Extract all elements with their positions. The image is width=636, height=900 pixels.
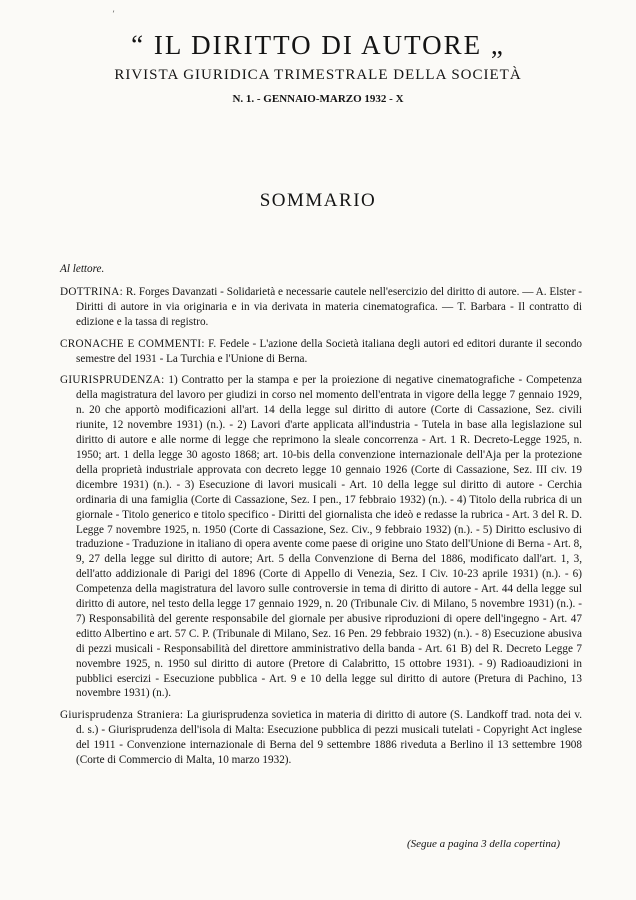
entry-label: DOTTRINA: <box>60 285 123 298</box>
summary-entry-giurisprudenza <box>60 373 582 701</box>
entry-label: CRONACHE E COMMENTI: <box>60 337 205 350</box>
entry-text: 1) Contratto per la stampa e per la proiezione di negative cinematografiche - Competenza della magistratura del lavoro per giudizi in corso nel momento dell'entrata in vigore della legge 7 gennaio 1929, n. 20 che apportò modificazioni all'art. 14 della legge sul diritto di autore (Corte di Cassazione, Sez. civili riunite, 12 novembre 1931) (n.). - 2) Lavori d'arte applicata all'industria - Tutela in base alla legislazione sul diritto di autore e alle norme di legge che reprimono la sleale concorrenza - Art. 1 R. Decreto-Legge 1925, n. 1950; art. 1 della legge 30 agosto 1868; art. 10-bis della convenzione internazionale dell'Aja per la protezione della proprietà industriale approvata con decreto legge 10 gennaio 1926 (Corte di Cassazione, Sez. III civ. 19 dicembre 1931) (n.). - 3) Esecuzione di lavori musicali - Art. 10 della legge sul diritto di autore - Cerchia ordinaria di una famiglia (Corte di Cassazione, Sez. I pen., 17 febbraio 1932) (n.). - 4) Titolo della rubrica di un giornale - Titolo generico e titolo specifico - Diritti del giornalista che ideò e redasse la rubrica - Art. 3 del R. D. Legge 7 novembre 1925, n. 1950 (Corte di Cassazione, Sez. Civ., 9 febbraio 1932) (n.). - 5) Diritto esclusivo di traduzione - Traduzione in italiano di opera avente come paese di origine uno Stato dell'Unione di Berna - Art. 8, 9, 27 della legge sul diritto di autore; Art. 5 della Convenzione di Berna del 1886, modificato dall'art. 1, 3, dell'atto addizionale di Parigi del 1896 (Corte di Appello di Venezia, Sez. I Civ. 10-23 aprile 1931) (n.). - 6) Competenza della magistratura del lavoro sulle controversie in tema di diritto di autore - Art. 44 della legge sul diritto di autore, nel testo della legge 17 gennaio 1929, n. 20 (Tribunale Civ. di Milano, 5 novembre 1931) (n.). - 7) Responsabilità del gerente responsabile del giornale per abusive riproduzioni di opere dell'ingegno - Art. 47 editto Albertino e art. 57 C. P. (Tribunale di Milano, Sez. 16 Pen. 29 febbraio 1932) (n.). - 8) Esecuzione abusiva di pezzi musicali - Responsabilità del direttore amministrativo della banda - Art. 61 B) del R. Decreto Legge 7 novembre 1925, n. 1950 sul diritto di autore (Pretore di Calabritto, 15 ottobre 1931). - 9) Radioaudizioni in pubblici esercizi - Esecuzione pubblica - Art. 9 e 10 della legge sul diritto di autore (Pretura di Pachino, 13 novembre 1931) (n.). <box>76 374 582 700</box>
journal-title: “ IL DIRITTO DI AUTORE „ <box>131 30 505 60</box>
entry-text: La giurisprudenza sovietica in materia di diritto di autore (S. Landkoff trad. nota dei v. d. s.) - Giurisprudenza dell'isola di Malta: Esecuzione pubblica di pezzi musicali tutelati - Copyright Act inglese del 1911 - Convenzione internazionale di Berna del 9 settembre 1886 riveduta a Berlino il 13 settembre 1908 (Corte di Commercio di Malta, 10 marzo 1932). <box>76 709 583 767</box>
entry-text: F. Fedele - L'azione della Società italiana degli autori ed editori durante il secondo semestre del 1931 - La Turchia e l'Unione di Berna. <box>76 337 583 365</box>
entry-text: R. Forges Davanzati - Solidarietà e necessarie cautele nell'esercizio del diritto di autore. — A. Elster - Diritti di autore in via originaria e in via derivata in materia cinematografica. — T. Barbara - Il contratto di edizione e la tassa di registro. <box>76 285 583 328</box>
entry-label: GIURISPRUDENZA: <box>60 374 165 387</box>
corner-mark: ʼ <box>112 10 115 19</box>
summary-entry-dottrina <box>60 285 582 330</box>
summary-entry-giurisprudenza-straniera <box>60 708 582 768</box>
journal-subtitle: RIVISTA GIURIDICA TRIMESTRALE DELLA SOCIETÀ <box>114 67 522 83</box>
entry-label: Giurisprudenza Straniera: <box>60 709 184 722</box>
summary-entry-cronache <box>60 337 582 367</box>
issue-line: N. 1. - GENNAIO-MARZO 1932 - X <box>232 93 404 105</box>
continuation-note: (Segue a pagina 3 della copertina) <box>406 838 560 850</box>
intro-line: Al lettore. <box>60 263 105 275</box>
summary-content <box>60 262 582 775</box>
section-heading: SOMMARIO <box>259 190 377 211</box>
